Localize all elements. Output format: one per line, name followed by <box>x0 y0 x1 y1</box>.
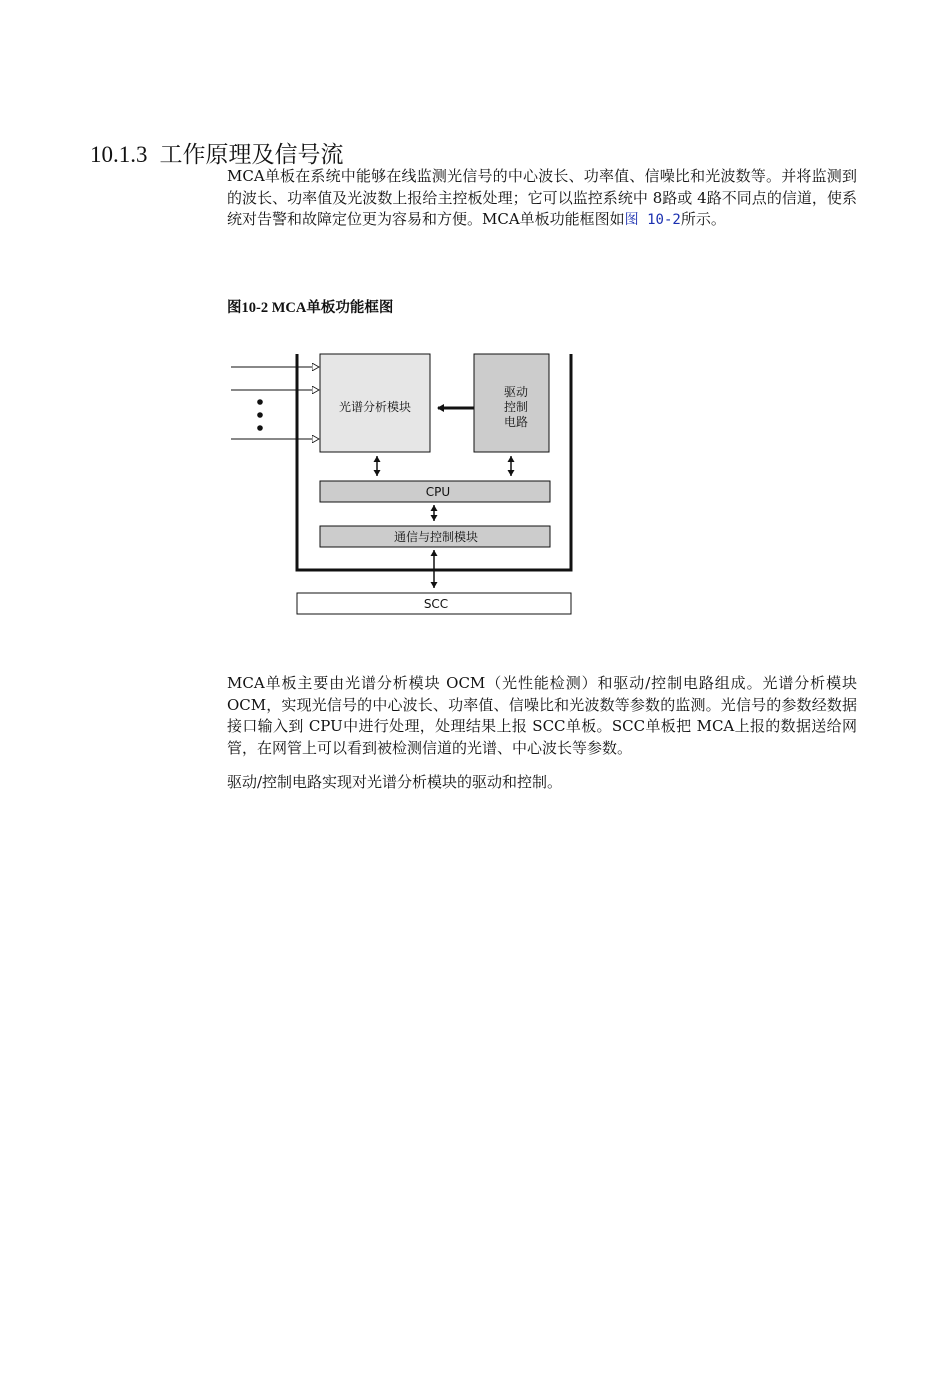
drive-label-2: 控制 <box>503 400 529 414</box>
body-paragraph-2: 驱动/控制电路实现对光谱分析模块的驱动和控制。 <box>227 773 563 791</box>
scc-label: SCC <box>423 597 449 611</box>
figure-caption: 图10-2 MCA单板功能框图 <box>227 300 394 316</box>
ellipsis-dot <box>257 425 263 431</box>
intro-tail: 所示。 <box>680 210 726 228</box>
drive-label-1: 驱动 <box>503 385 529 399</box>
intro-text: MCA单板在系统中能够在线监测光信号的中心波长、功率值、信噪比和光波数等。并将监测到的波长、功率值及光波数上报给主控板处理；它可以监控系统中 8路或 4路不同点的信道，使系统对告警和故障定位更为容易和方便。MCA单板功能框图如 <box>227 167 857 228</box>
ellipsis-dot <box>257 412 263 418</box>
intro-paragraph <box>227 166 857 232</box>
ocm-label: 光谱分析模块 <box>338 400 412 414</box>
drive-label-3: 电路 <box>503 415 529 429</box>
figure-link[interactable]: 图 10-2 <box>624 212 681 228</box>
cpu-label: CPU <box>425 485 451 499</box>
section-number: 10.1.3 <box>90 142 148 167</box>
section-title: 工作原理及信号流 <box>159 142 344 168</box>
comm-label: 通信与控制模块 <box>393 530 479 544</box>
ellipsis-dot <box>257 399 263 405</box>
body-paragraph-1: MCA单板主要由光谱分析模块 OCM（光性能检测）和驱动/控制电路组成。光谱分析模块 OCM，实现光信号的中心波长、功率值、信噪比和光波数等参数的监测。光信号的参数经数据接口输入到 CPU中进行处理，处理结果上报 SCC单板。SCC单板把 MCA上报的数据送给网管，在网管上可以看到被检测信道的光谱、中心波长等参数。 <box>227 674 857 757</box>
section-heading <box>90 136 344 169</box>
mca-block-diagram <box>226 350 576 620</box>
